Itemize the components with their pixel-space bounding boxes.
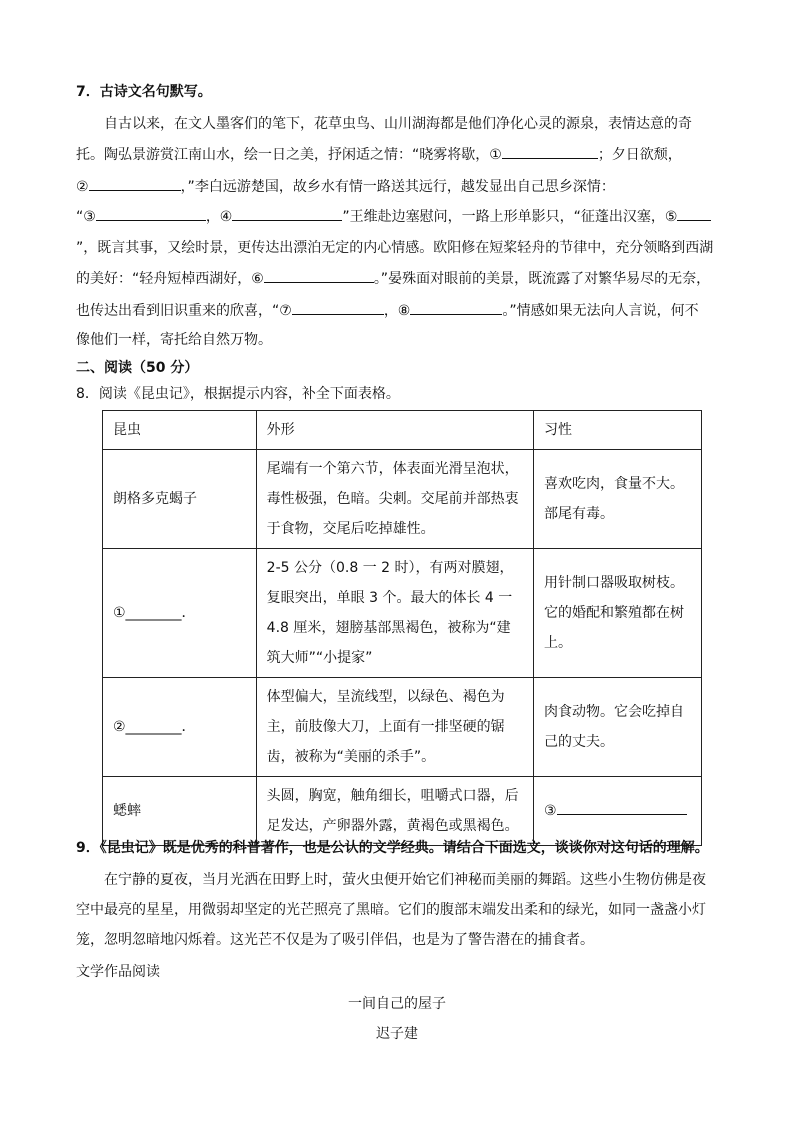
q7-text: 。”晏殊面对眼前的美景，既流露了对繁华易尽的无奈， [373, 271, 711, 287]
q7-text: ，⑧ [383, 303, 411, 319]
table-row [103, 678, 702, 777]
insect-name-blank-2[interactable]: ②________． [103, 678, 257, 777]
q7-line-1: 自古以来，在文人墨客们的笔下，花草虫鸟、山川湖海都是他们净化心灵的源泉，表情达意的奇 [104, 116, 692, 132]
q8-title: 8．阅读《昆虫记》，根据提示内容，补全下面表格。 [76, 386, 400, 402]
answer-blank-7[interactable] [292, 300, 384, 315]
q7-text: “③ [76, 209, 96, 225]
shape-cell: 尾端有一个第六节，体表面光滑呈泡状，毒性极强，色暗。尖刺。交尾前并部热衷于食物，交尾后吃掉雄性。 [256, 450, 533, 549]
q7-line-5: ”，既言其事，又绘时景，更传达出漂泊无定的内心情感。欧阳修在短桨轻舟的节律中，充分领略到西湖 [76, 240, 714, 256]
q7-line-6 [76, 268, 710, 289]
habit-cell: 肉食动物。它会吃掉自己的丈夫。 [534, 678, 702, 777]
insect-name-cell: 朗格多克蝎子 [103, 450, 257, 549]
answer-blank-6[interactable] [264, 268, 374, 283]
q7-text: 托。陶弘景游赏江南山水，绘一日之美，抒闲适之情：“晓雾将歇，① [76, 147, 502, 163]
table-row [103, 450, 702, 549]
answer-blank-8[interactable] [410, 300, 502, 315]
q9-title: 9．《昆虫记》既是优秀的科普著作，也是公认的文学经典。请结合下面选文，谈谈你对这句话的理解。 [76, 840, 709, 856]
table-header-cell: 外形 [256, 411, 533, 450]
q7-line-2 [76, 144, 682, 165]
insect-table [102, 410, 702, 846]
literature-heading: 文学作品阅读 [76, 964, 160, 980]
table-header-cell: 习性 [534, 411, 702, 450]
q9-passage-line-3: 笼，忽明忽暗地闪烁着。这光芒不仅是为了吸引伴侣，也是为了警告潜在的捕食者。 [76, 932, 594, 948]
shape-cell: 头圆，胸宽，触角细长，咀嚼式口器，后足发达，产卵器外露，黄褐色或黑褐色。 [256, 777, 533, 846]
table-header-row [103, 411, 702, 450]
q7-line-7 [76, 300, 699, 321]
q7-text: ② [76, 179, 89, 195]
q7-text: ，”李白远游楚国，故乡水有情一路送其远行，越发显出自己思乡深情： [180, 179, 615, 195]
table-header-cell: 昆虫 [103, 411, 257, 450]
q7-line-4 [76, 206, 711, 227]
q9-passage-line-2: 空中最亮的星星，用微弱却坚定的光芒照亮了黑暗。它们的腹部末端发出柔和的绿光，如同一盏盏小灯 [76, 902, 706, 918]
shape-cell: 2-5 公分（0.8 一 2 时），有两对膜翅，复眼突出，单眼 3 个。最大的体长 4 一 4.8 厘米，翅膀基部黑褐色，被称为“建筑大师”“小提家” [256, 549, 533, 678]
answer-blank-4[interactable] [232, 206, 342, 221]
insect-name-cell: 蟋蟀 [103, 777, 257, 846]
q7-text: 也传达出看到旧识重来的欣喜，“⑦ [76, 303, 292, 319]
answer-blank-1[interactable] [502, 144, 598, 159]
habit-cell: 喜欢吃肉，食量不大。部尾有毒。 [534, 450, 702, 549]
q9-passage-line-1: 在宁静的夏夜，当月光洒在田野上时，萤火虫便开始它们神秘而美丽的舞蹈。这些小生物仿佛是夜 [104, 872, 706, 888]
shape-cell: 体型偏大，呈流线型，以绿色、褐色为主，前肢像大刀，上面有一排坚硬的锯齿，被称为“美丽的杀手”。 [256, 678, 533, 777]
answer-blank-3[interactable] [96, 206, 206, 221]
q7-title: 7．古诗文名句默写。 [76, 84, 212, 100]
q7-line-3 [76, 176, 615, 197]
habit-answer-cell[interactable] [534, 777, 702, 846]
insect-name-blank-1[interactable]: ①________． [103, 549, 257, 678]
table-row [103, 777, 702, 846]
answer-blank-habit[interactable] [557, 800, 687, 815]
article-author: 迟子建 [376, 1026, 418, 1042]
q7-text: ”王维赴边塞慰问，一路上形单影只，“征蓬出汉塞，⑤ [342, 209, 678, 225]
table-row [103, 549, 702, 678]
q7-text: ，④ [205, 209, 233, 225]
answer-blank-5[interactable] [677, 206, 711, 221]
q7-text: 。”情感如果无法向人言说，何不 [502, 303, 699, 319]
answer-blank-2[interactable] [89, 176, 181, 191]
article-title: 一间自己的屋子 [348, 996, 446, 1012]
habit-cell: 用针制口器吸取树枝。它的婚配和繁殖都在树上。 [534, 549, 702, 678]
habit-blank-label: ③ [544, 803, 557, 819]
q7-text: ；夕日欲颓， [597, 147, 682, 163]
q7-line-8: 像他们一样，寄托给自然万物。 [76, 332, 272, 348]
section-title: 二、阅读（50 分） [76, 360, 199, 376]
q7-text: 的美好：“轻舟短棹西湖好，⑥ [76, 271, 264, 287]
